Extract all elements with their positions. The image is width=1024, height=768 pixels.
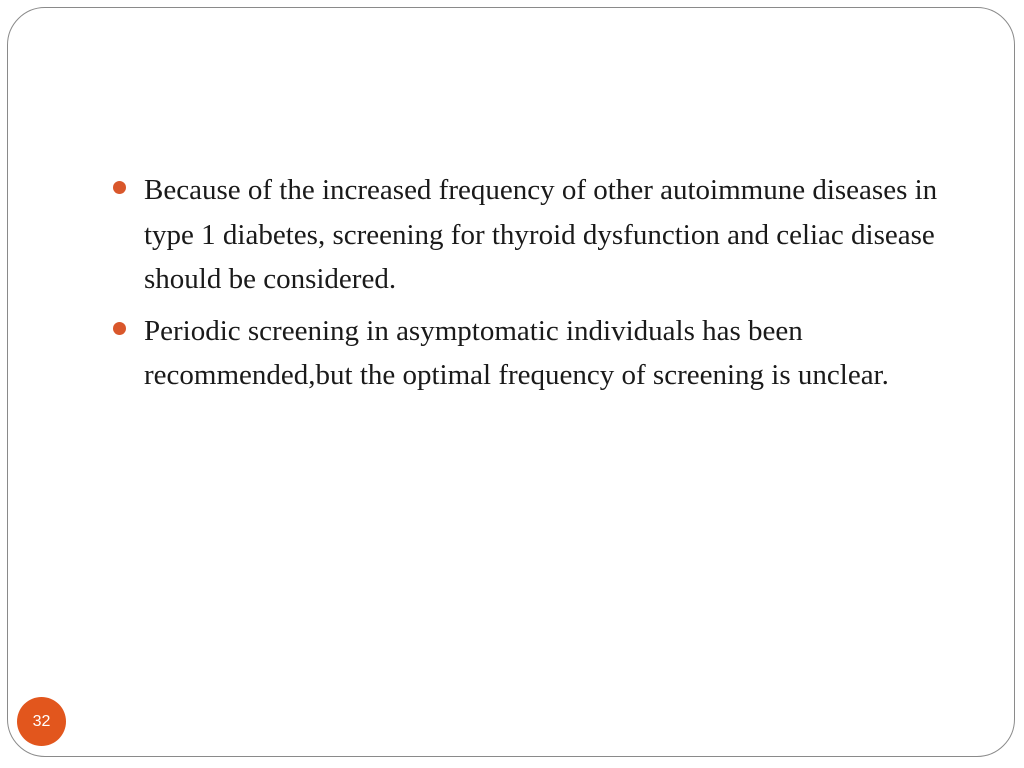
page-number-badge: 32 [17,697,66,746]
bullet-dot-icon [113,322,126,335]
bullet-item [113,168,973,302]
bullet-list [113,168,973,405]
bullet-dot-icon [113,181,126,194]
bullet-text: Periodic screening in asymptomatic individuals has been recommended,but the optimal frequency of screening is unclear. [144,314,889,391]
bullet-text: Because of the increased frequency of other autoimmune diseases in type 1 diabetes, screening for thyroid dysfunction and celiac disease should be considered. [144,174,938,295]
bullet-item [113,309,973,398]
